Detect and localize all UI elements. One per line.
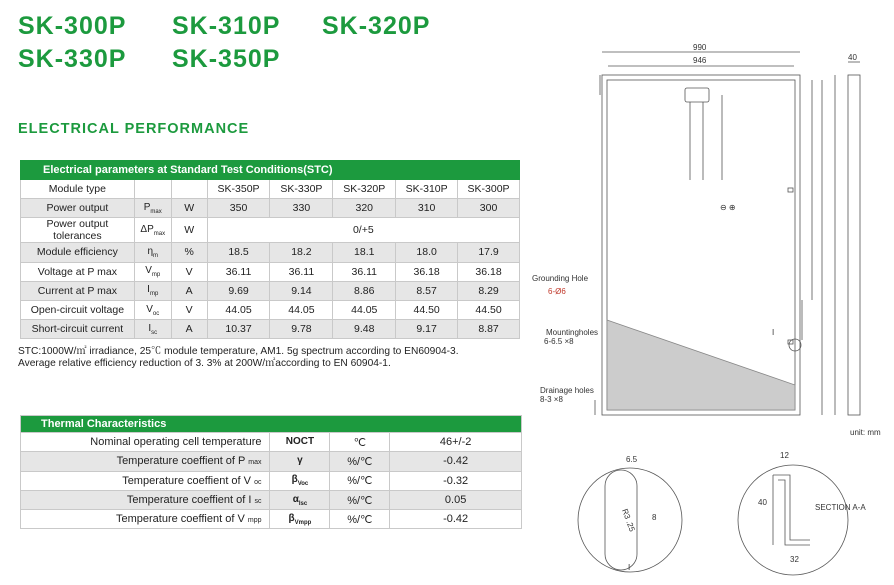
detail-top: 12: [780, 451, 789, 460]
param-label: Module type: [21, 180, 135, 199]
param-value: 8.87: [458, 320, 520, 339]
table-row: [21, 180, 520, 199]
table-row: [21, 300, 520, 319]
param-symbol: $I_{sc}$: [134, 320, 171, 339]
param-symbol: $P_{max}$: [134, 199, 171, 218]
table-row: [21, 199, 520, 218]
junction-box: [685, 88, 709, 102]
param-value: 36.11: [207, 262, 270, 281]
thermal-value: -0.42: [390, 452, 522, 471]
param-value: 300: [458, 199, 520, 218]
table-row: [21, 320, 520, 339]
param-value: 8.29: [458, 281, 520, 300]
param-value: 36.18: [396, 262, 458, 281]
detail-h: 8: [652, 513, 657, 522]
thermal-table-title: Thermal Characteristics: [21, 416, 522, 433]
param-unit: A: [171, 281, 207, 300]
thermal-value: 46+/-2: [390, 433, 522, 452]
model-name: SK-350P: [172, 45, 281, 73]
param-value: 44.50: [458, 300, 520, 319]
param-value: 18.1: [333, 243, 396, 262]
dim-width-inner: 946: [693, 56, 707, 65]
section-label: SECTION A-A: [815, 503, 866, 512]
param-value: 320: [333, 199, 396, 218]
param-value: 0/+5: [207, 218, 519, 243]
param-unit: W: [171, 199, 207, 218]
param-value: SK-310P: [396, 180, 458, 199]
param-value: 8.86: [333, 281, 396, 300]
thermal-param: Temperature coeffient of I sc: [21, 490, 270, 509]
param-symbol: $V_{oc}$: [134, 300, 171, 319]
thermal-value: -0.32: [390, 471, 522, 490]
detail-bottom: 32: [790, 555, 799, 564]
thermal-value: 0.05: [390, 490, 522, 509]
param-value: 36.11: [270, 262, 333, 281]
param-unit: V: [171, 300, 207, 319]
thermal-unit: %/℃: [330, 471, 390, 490]
thermal-table: [20, 415, 522, 529]
unit-label: unit: mm: [850, 428, 881, 437]
detail-mark: I: [628, 563, 631, 572]
thermal-param: Nominal operating cell temperature: [21, 433, 270, 452]
model-name: SK-310P: [172, 12, 281, 40]
stc-note-line: Average relative efficiency reduction of 3. 3% at 200W/㎡according to EN 60904-1.: [18, 358, 391, 369]
polarity-icon: ⊖ ⊕: [720, 203, 736, 212]
table-row: [21, 433, 522, 452]
param-symbol: $I_{mp}$: [134, 281, 171, 300]
detail-r: R3 .25: [620, 507, 637, 533]
thermal-symbol: $\beta_{Vmpp}$: [270, 510, 330, 529]
param-value: 9.78: [270, 320, 333, 339]
param-label: Power output: [21, 199, 135, 218]
param-value: 9.48: [333, 320, 396, 339]
param-value: 8.57: [396, 281, 458, 300]
thermal-symbol: $\alpha_{Isc}$: [270, 490, 330, 509]
param-value: 44.05: [270, 300, 333, 319]
detail-side: 40: [758, 498, 767, 507]
thermal-param: Temperature coeffient of V mpp: [21, 510, 270, 529]
param-value: 9.69: [207, 281, 270, 300]
grounding-label: Grounding Hole: [532, 274, 589, 283]
param-value: 9.17: [396, 320, 458, 339]
param-value: 350: [207, 199, 270, 218]
param-label: Short-circuit current: [21, 320, 135, 339]
panel-side-view: [848, 75, 860, 415]
table-row: [21, 510, 522, 529]
param-value: 44.50: [396, 300, 458, 319]
param-symbol: $V_{mp}$: [134, 262, 171, 281]
table-row: [21, 452, 522, 471]
section-title: ELECTRICAL PERFORMANCE: [18, 121, 250, 137]
drainage-label: Drainage holes: [540, 386, 594, 395]
thermal-symbol: γ: [270, 452, 330, 471]
param-label: Module efficiency: [21, 243, 135, 262]
thermal-unit: %/℃: [330, 490, 390, 509]
dim-depth: 40: [848, 53, 857, 62]
model-name: SK-330P: [18, 45, 127, 73]
param-label: Open-circuit voltage: [21, 300, 135, 319]
param-value: SK-350P: [207, 180, 270, 199]
model-name: SK-300P: [18, 12, 127, 40]
param-unit: W: [171, 218, 207, 243]
mounting-label: Mountingholes: [546, 328, 599, 337]
grounding-spec: 6-Ø6: [548, 287, 566, 296]
param-value: 17.9: [458, 243, 520, 262]
electrical-table: [20, 160, 520, 339]
param-value: 44.05: [333, 300, 396, 319]
detail-w: 6.5: [626, 455, 638, 464]
table-row: [21, 281, 520, 300]
param-unit: %: [171, 243, 207, 262]
thermal-value: -0.42: [390, 510, 522, 529]
param-symbol: $\Delta P_{max}$: [134, 218, 171, 243]
thermal-unit: ℃: [330, 433, 390, 452]
model-name: SK-320P: [322, 12, 431, 40]
param-value: 36.11: [333, 262, 396, 281]
stc-note: [18, 346, 459, 370]
table-row: [21, 471, 522, 490]
thermal-unit: %/℃: [330, 510, 390, 529]
param-label: Current at P max: [21, 281, 135, 300]
param-value: 310: [396, 199, 458, 218]
table-row: [21, 262, 520, 281]
param-value: 36.18: [458, 262, 520, 281]
param-label: Voltage at P max: [21, 262, 135, 281]
param-value: 18.5: [207, 243, 270, 262]
param-value: 330: [270, 199, 333, 218]
cell-area-hatch: [607, 320, 795, 410]
param-unit: [171, 180, 207, 199]
param-value: 18.0: [396, 243, 458, 262]
param-unit: V: [171, 262, 207, 281]
table-row: [21, 490, 522, 509]
param-value: 10.37: [207, 320, 270, 339]
thermal-symbol: $\beta_{Voc}$: [270, 471, 330, 490]
param-label: Power output tolerances: [21, 218, 135, 243]
thermal-param: Temperature coeffient of P max: [21, 452, 270, 471]
param-symbol: [134, 180, 171, 199]
param-value: 9.14: [270, 281, 333, 300]
i-mark: I: [772, 328, 775, 337]
table-row: [21, 243, 520, 262]
thermal-symbol: NOCT: [270, 433, 330, 452]
param-value: SK-300P: [458, 180, 520, 199]
param-value: 44.05: [207, 300, 270, 319]
electrical-table-title: Electrical parameters at Standard Test Conditions(STC): [21, 161, 520, 180]
param-value: 18.2: [270, 243, 333, 262]
mounting-spec: 6-6.5 ×8: [544, 337, 574, 346]
dim-width-outer: 990: [693, 43, 707, 52]
param-unit: A: [171, 320, 207, 339]
param-value: SK-330P: [270, 180, 333, 199]
thermal-param: Temperature coeffient of V oc: [21, 471, 270, 490]
param-value: SK-320P: [333, 180, 396, 199]
table-row: [21, 218, 520, 243]
drainage-spec: 8-3 ×8: [540, 395, 563, 404]
thermal-unit: %/℃: [330, 452, 390, 471]
module-drawing: [530, 40, 890, 585]
module-drawing-svg: [530, 40, 890, 580]
param-symbol: $\eta_m$: [134, 243, 171, 262]
stc-note-line: STC:1000W/㎡ irradiance, 25℃ module temperature, AM1. 5g spectrum according to EN60904-3.: [18, 346, 459, 357]
